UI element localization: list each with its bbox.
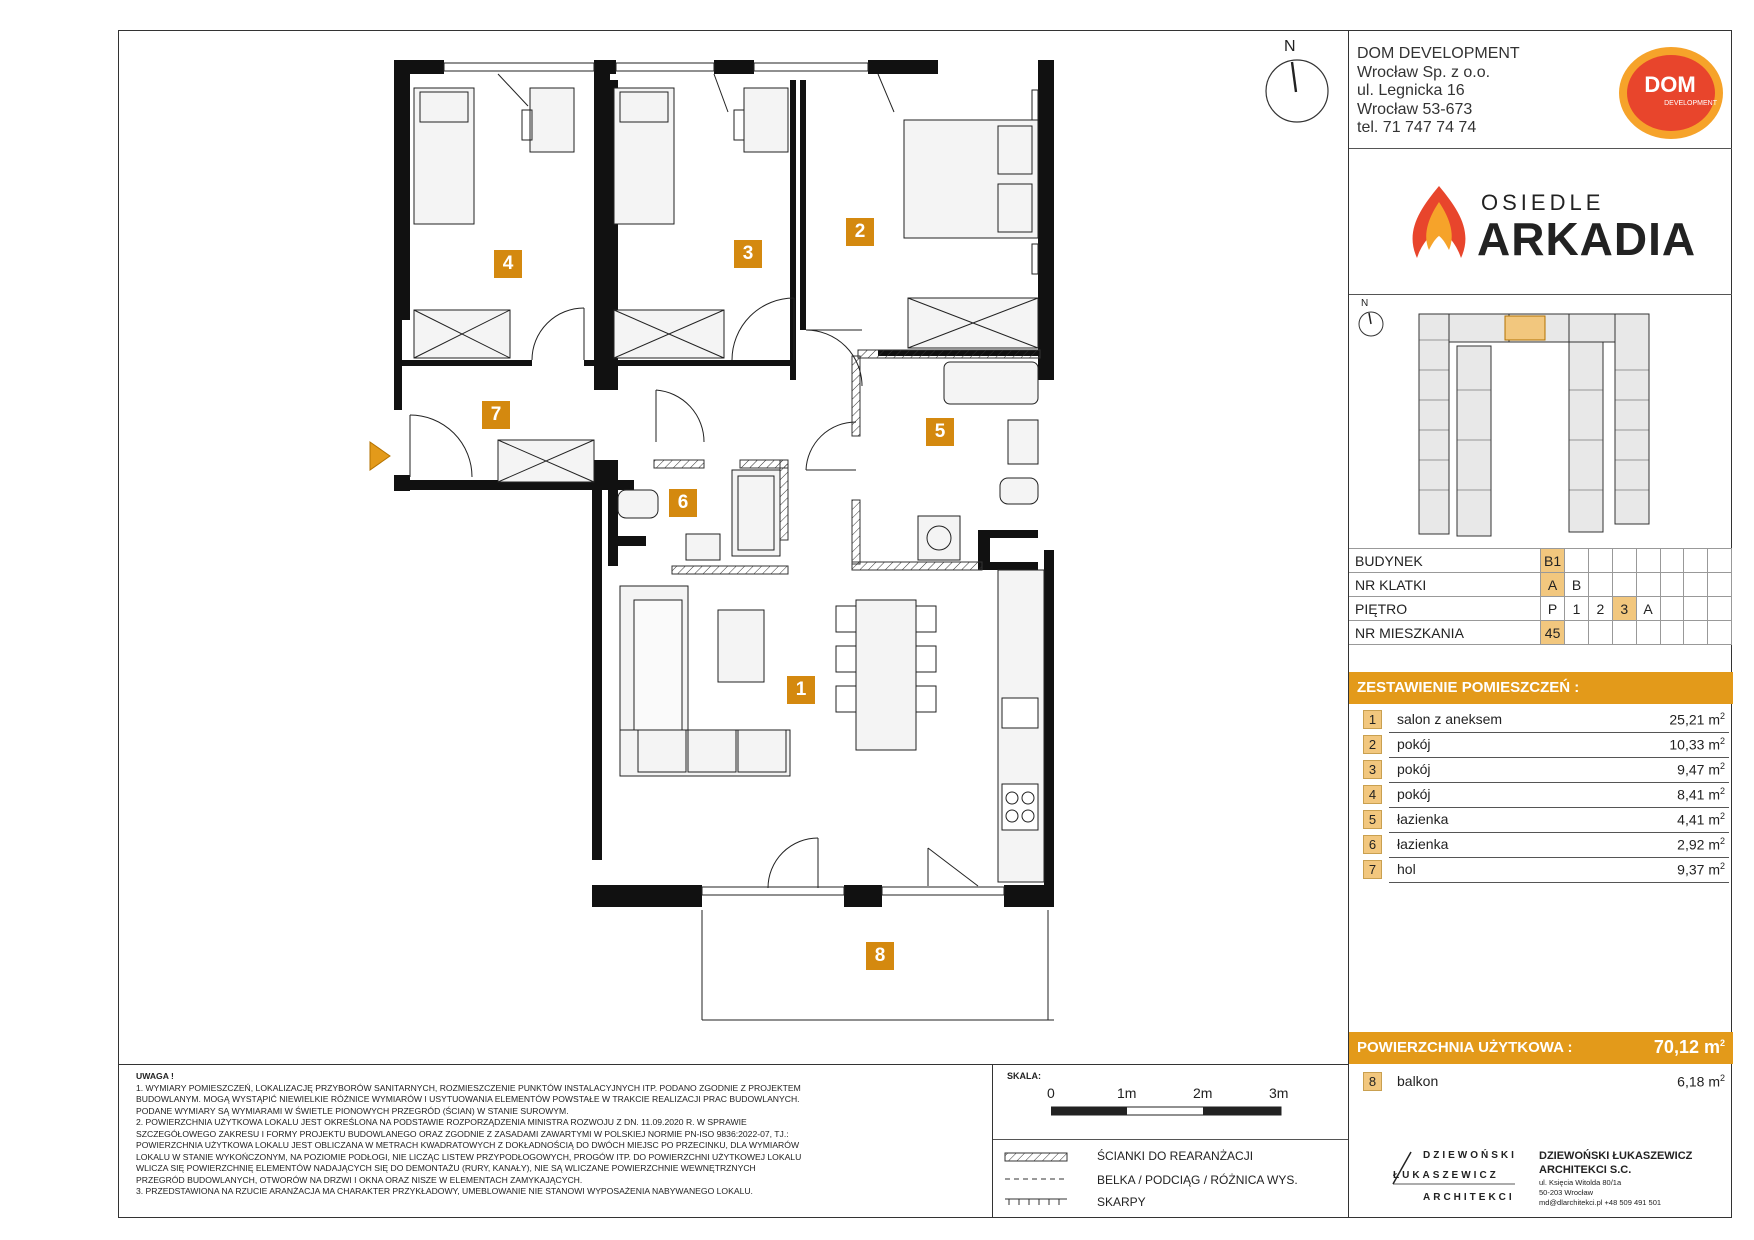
furniture-room-2 [904, 90, 1038, 348]
architect-logo-line: ARCHITEKCI [1423, 1192, 1515, 1203]
info-cell: A [1541, 573, 1565, 597]
scale-tick-label: 2m [1193, 1085, 1213, 1101]
info-label: BUDYNEK [1349, 549, 1541, 573]
info-row-apartment [1349, 621, 1732, 645]
room-area-value: 4,41 [1677, 811, 1705, 828]
architect-logo-line: ŁUKASZEWICZ [1393, 1170, 1499, 1181]
note-line: 3. PRZEDSTAWIONA NA RZUCIE ARANŻACJA MA CHARAKTER PRZYKŁADOWY, UMEBLOWANIE NIE STANOWI WYPOSAŻENIA NABYWANEGO LOKALU. [136, 1186, 753, 1196]
room-tag-1: 1 [787, 676, 815, 704]
info-cell [1708, 597, 1732, 621]
room-tag-7: 7 [482, 401, 510, 429]
room-number: 7 [1363, 860, 1382, 879]
info-cell [1660, 597, 1684, 621]
info-row-building [1349, 549, 1732, 573]
room-area [1677, 786, 1725, 803]
scale-tick-label: 3m [1269, 1085, 1289, 1101]
unit-exponent: 2 [1719, 761, 1725, 771]
info-cell [1684, 621, 1708, 645]
room-number: 1 [1363, 710, 1382, 729]
unit-exponent: 2 [1719, 1038, 1725, 1048]
info-cell [1612, 621, 1636, 645]
room-row [1349, 733, 1733, 758]
note-line: LOKALU W STANIE WYKOŃCZONYM, NA POZIOMIE PODŁOGI, NIE LICZĄC LISTEW PRZYPODŁOGOWYCH, PROGÓW ITP. DO POWIERZCHNI UŻYTKOWEJ LOKALU [136, 1151, 802, 1162]
info-cell [1684, 549, 1708, 573]
unit-exponent: 2 [1719, 861, 1725, 871]
info-cell [1636, 573, 1660, 597]
room-tag-3: 3 [734, 240, 762, 268]
note-line: POWIERZCHNIA UŻYTKOWA LOKALU JEST OBLICZANA W METRACH KWADRATOWYCH Z DOKŁADNOŚCIĄ DO DWÓCH MIEJSC PO PRZECINKU, DLA WYMIARÓW [136, 1140, 800, 1150]
room-area [1677, 836, 1725, 853]
note-line: PODANE WYMIARY SĄ WYMIARAMI W ŚWIETLE PIONOWYCH PRZEGRÓD (ŚCIAN) W STANIE SUROWYM. [136, 1105, 569, 1116]
note-line: BUDOWLANYM. MOGĄ WYSTĄPIĆ NIEWIELKIE RÓŻNICE WYMIARÓW I USYTUOWANIA ELEMENTÓW POWSTAŁE W TRAKCIE REALIZACJI PRAC BUDOWLANYCH. [136, 1094, 800, 1104]
info-cell [1588, 573, 1612, 597]
room-area-value: 9,37 [1677, 861, 1705, 878]
legend-symbols [1003, 1149, 1073, 1209]
room-row [1349, 858, 1733, 883]
entrance-arrow-icon [370, 442, 390, 470]
floor-plan [118, 30, 1348, 1064]
logo-subtext: DEVELOPMENT [1664, 100, 1717, 107]
notes-title: UWAGA ! [136, 1071, 174, 1081]
room-number: 2 [1363, 735, 1382, 754]
info-cell [1612, 549, 1636, 573]
info-cell [1565, 621, 1589, 645]
room-number: 6 [1363, 835, 1382, 854]
room-area-unit: m [1708, 836, 1720, 853]
room-name: pokój [1397, 786, 1431, 802]
room-number: 3 [1363, 760, 1382, 779]
total-area-value [1654, 1037, 1725, 1058]
room-area-unit: m [1708, 861, 1720, 878]
rooms-header: ZESTAWIENIE POMIESZCZEŃ : [1349, 672, 1733, 704]
architect-contact: md@dlarchitekci.pl +48 509 491 501 [1539, 1198, 1662, 1207]
compass-icon [1262, 56, 1332, 126]
room-area-value: 6,18 [1677, 1073, 1705, 1090]
furniture-room-4 [414, 88, 574, 358]
unit-exponent: 2 [1719, 836, 1725, 846]
company-info [1357, 45, 1520, 138]
note-line: 1. WYMIARY POMIESZCZEŃ, LOKALIZACJĘ PRZYBORÓW SANITARNYCH, ROZMIESZCZENIE PUNKTÓW INSTALACYJNYCH ITP. PODANO ZGODNIE Z PROJEKTEM [136, 1082, 801, 1093]
info-label: NR KLATKI [1349, 573, 1541, 597]
room-area-unit: m [1708, 711, 1720, 728]
architect-address-2: 50-203 Wrocław [1539, 1188, 1594, 1197]
room-tag-4: 4 [494, 250, 522, 278]
info-cell: A [1636, 597, 1660, 621]
divider [1349, 148, 1732, 149]
scale-bar [1051, 1105, 1287, 1117]
company-line: Wrocław Sp. z o.o. [1357, 63, 1491, 81]
room-name: pokój [1397, 736, 1431, 752]
project-line-2: ARKADIA [1477, 213, 1697, 265]
sidebar [1348, 30, 1732, 1218]
architect-name-1: DZIEWOŃSKI ŁUKASZEWICZ [1539, 1150, 1693, 1162]
room-name: łazienka [1397, 836, 1449, 852]
info-cell: 1 [1565, 597, 1589, 621]
unit-exponent: 2 [1719, 711, 1725, 721]
info-cell [1636, 621, 1660, 645]
info-cell: 3 [1612, 597, 1636, 621]
info-cell: B [1565, 573, 1589, 597]
room-area-value: 10,33 [1669, 736, 1705, 753]
info-cell [1612, 573, 1636, 597]
room-area-value: 25,21 [1669, 711, 1705, 728]
note-line: WLICZA SIĘ POWIERZCHNIĘ ELEMENTÓW NADAJĄCYCH SIĘ DO DEMONTAŻU (RURY, KANAŁY), NIE SĄ WLICZANE POWIERZCHNIE WEWNĘTRZNYCH [136, 1163, 756, 1173]
info-cell: B1 [1541, 549, 1565, 573]
info-cell [1708, 573, 1732, 597]
room-area-unit: m [1708, 736, 1720, 753]
room-name: pokój [1397, 761, 1431, 777]
arkadia-flame-icon [1399, 180, 1479, 270]
architect-name-2: ARCHITEKCI S.C. [1539, 1164, 1632, 1176]
note-line: 2. POWIERZCHNIA UŻYTKOWA LOKALU JEST OKREŚLONA NA PODSTAWIE ROZPORZĄDZENIA MINISTRA ROZWOJU Z DN. 11.09.2020 R. W SPRAWIE [136, 1117, 747, 1127]
room-area-unit: m [1708, 786, 1720, 803]
room-area-value: 8,41 [1677, 786, 1705, 803]
unit-exponent: 2 [1719, 811, 1725, 821]
room-area-unit: m [1708, 761, 1720, 778]
architect-logo-line: DZIEWOŃSKI [1423, 1150, 1517, 1161]
dom-development-logo [1615, 42, 1725, 142]
room-row [1349, 758, 1733, 783]
unit-exponent: 2 [1719, 1073, 1725, 1083]
logo-text: DOM [1644, 72, 1696, 97]
room-number: 4 [1363, 785, 1382, 804]
info-cell [1636, 549, 1660, 573]
project-line-1: OSIEDLE [1481, 190, 1605, 215]
divider [1349, 294, 1732, 295]
room-row [1349, 708, 1733, 733]
notes-panel [118, 1064, 992, 1218]
info-cell [1588, 621, 1612, 645]
info-cell [1708, 549, 1732, 573]
total-area-number: 70,12 m [1653, 1037, 1720, 1057]
room-tag-5: 5 [926, 418, 954, 446]
legend-item: SKARPY [1097, 1195, 1146, 1209]
architect-logo [1389, 1150, 1519, 1210]
room-row [1349, 833, 1733, 858]
compass-north-label: N [1284, 38, 1296, 55]
info-cell: P [1541, 597, 1565, 621]
note-line: SZCZEGÓŁOWEGO ZAKRESU I FORMY PROJEKTU BUDOWLANEGO ORAZ ZGODNIE Z ZASADAMI ZAWARTYMI W POLSKIEJ NORMIE PN-ISO 9836:2022-07, TJ.: [136, 1128, 789, 1139]
company-line: DOM DEVELOPMENT [1357, 45, 1520, 62]
room-number: 5 [1363, 810, 1382, 829]
furniture-hall [498, 440, 594, 482]
scale-tick-label: 0 [1047, 1085, 1055, 1101]
unit-exponent: 2 [1719, 786, 1725, 796]
keyplan-north-label: N [1361, 298, 1369, 309]
room-row [1349, 808, 1733, 833]
room-tag-2: 2 [846, 218, 874, 246]
info-cell: 45 [1541, 621, 1565, 645]
room-tag-8: 8 [866, 942, 894, 970]
info-cell: 2 [1588, 597, 1612, 621]
scale-tick-label: 1m [1117, 1085, 1137, 1101]
scale-title: SKALA: [1007, 1071, 1041, 1081]
key-plan [1409, 310, 1659, 550]
balcony-row [1349, 1070, 1733, 1095]
info-cell [1660, 621, 1684, 645]
furniture-living-room [620, 570, 1044, 882]
room-name: balkon [1397, 1073, 1439, 1089]
note-line: PRZEGRÓD BUDOWLANYCH, OTWORÓW NA DRZWI I OKNA ORAZ NISZE W ELEMENTACH ZAMYKAJĄCYCH. [136, 1174, 583, 1185]
room-area [1677, 811, 1725, 828]
room-area [1677, 761, 1725, 778]
info-cell [1708, 621, 1732, 645]
keyplan-compass-icon [1357, 310, 1385, 338]
company-line: ul. Legnicka 16 [1357, 82, 1465, 99]
unit-exponent: 2 [1719, 736, 1725, 746]
info-cell [1660, 573, 1684, 597]
architect-address-1: ul. Księcia Witolda 80/1a [1539, 1178, 1622, 1187]
room-area-value: 2,92 [1677, 836, 1705, 853]
info-label: NR MIESZKANIA [1349, 621, 1541, 645]
legend-item: ŚCIANKI DO REARANŻACJI [1097, 1149, 1254, 1163]
info-cell [1660, 549, 1684, 573]
company-line: Wrocław 53-673 [1357, 100, 1473, 118]
room-name: łazienka [1397, 811, 1449, 827]
furniture-room-3 [614, 88, 788, 358]
info-cell [1565, 549, 1589, 573]
room-area [1677, 1073, 1725, 1090]
furniture-bathroom-6 [618, 470, 780, 560]
room-name: salon z aneksem [1397, 711, 1503, 727]
room-row [1349, 783, 1733, 808]
room-area [1669, 711, 1725, 728]
info-label: PIĘTRO [1349, 597, 1541, 621]
total-area-label: POWIERZCHNIA UŻYTKOWA : [1357, 1039, 1573, 1056]
room-area [1677, 861, 1725, 878]
info-row-staircase [1349, 573, 1732, 597]
room-area-value: 9,47 [1677, 761, 1705, 778]
scale-legend-panel [992, 1064, 1348, 1218]
info-cell [1684, 573, 1708, 597]
apartment-info-table [1349, 548, 1732, 645]
room-area-unit: m [1708, 811, 1720, 828]
total-area-bar [1349, 1032, 1733, 1064]
room-tag-6: 6 [669, 489, 697, 517]
room-area [1669, 736, 1725, 753]
info-row-floor [1349, 597, 1732, 621]
room-area-unit: m [1708, 1073, 1720, 1090]
room-name: hol [1397, 861, 1416, 877]
legend-item: BELKA / PODCIĄG / RÓŻNICA WYS. [1097, 1173, 1298, 1187]
company-line: tel. 71 747 74 74 [1357, 119, 1477, 136]
room-number: 8 [1363, 1072, 1382, 1091]
info-cell [1684, 597, 1708, 621]
info-cell [1588, 549, 1612, 573]
